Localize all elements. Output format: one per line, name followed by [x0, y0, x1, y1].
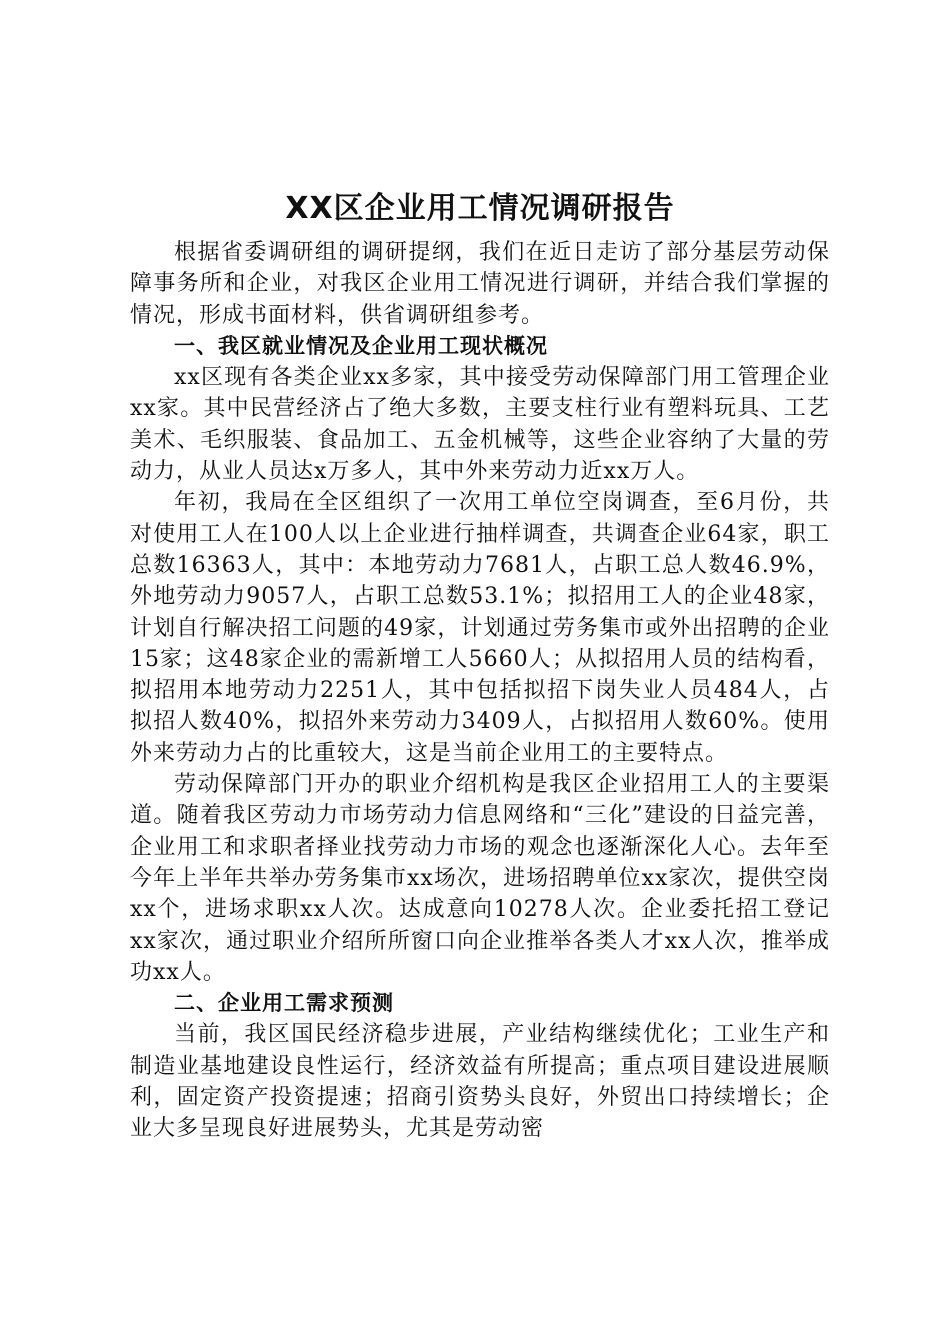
section-1-paragraph-2: 年初，我局在全区组织了一次用工单位空岗调查，至6月份，共对使用工人在100人以上企业进行抽样调查，共调查企业64家，职工总数16363人，其中：本地劳动力7681人，占职工总人数46.9%，外地劳动力9057人，占职工总数53.1%；拟招用工人的企业48家，计划自行解决招工问题的49家，计划通过劳务集市或外出招聘的企业15家；这48家企业的需新增工人5660人；从拟招用人员的结构看，拟招用本地劳动力2251人，其中包括拟招下岗失业人员484人，占拟招人数40%，拟招外来劳动力3409人，占拟招用人数60%。使用外来劳动力占的比重较大，这是当前企业用工的主要特点。: [130, 490, 830, 766]
section-1-paragraph-1: xx区现有各类企业xx多家，其中接受劳动保障部门用工管理企业xx家。其中民营经济占了绝大多数，主要支柱行业有塑料玩具、工艺美术、毛织服装、食品加工、五金机械等，这些企业容纳了大量的劳动力，从业人员达x万多人，其中外来劳动力近xx万人。: [130, 365, 830, 485]
intro-paragraph: 根据省委调研组的调研提纲，我们在近日走访了部分基层劳动保障事务所和企业，对我区企业用工情况进行调研，并结合我们掌握的情况，形成书面材料，供省调研组参考。: [130, 240, 830, 328]
section-2-paragraph-1: 当前，我区国民经济稳步进展，产业结构继续优化；工业生产和制造业基地建设良性运行，经济效益有所提高；重点项目建设进展顺利，固定资产投资提速；招商引资势头良好，外贸出口持续增长；企业大多呈现良好进展势头，尤其是劳动密: [130, 1022, 830, 1142]
section-1-paragraph-3: 劳动保障部门开办的职业介绍机构是我区企业招用工人的主要渠道。随着我区劳动力市场劳动力信息网络和“三化”建设的日益完善，企业用工和求职者择业找劳动力市场的观念也逐渐深化人心。去年至今年上半年共举办劳务集市xx场次，进场招聘单位xx家次，提供空岗xx个，进场求职xx人次。达成意向10278人次。企业委托招工登记xx家次，通过职业介绍所所窗口向企业推举各类人才xx人次，推举成功xx人。: [130, 772, 830, 985]
document-title: XX区企业用工情况调研报告: [285, 191, 675, 226]
document-page: [130, 185, 830, 1145]
section-heading-1: 一、我区就业情况及企业用工现状概况: [174, 333, 548, 358]
section-heading-2: 二、企业用工需求预测: [174, 991, 394, 1016]
